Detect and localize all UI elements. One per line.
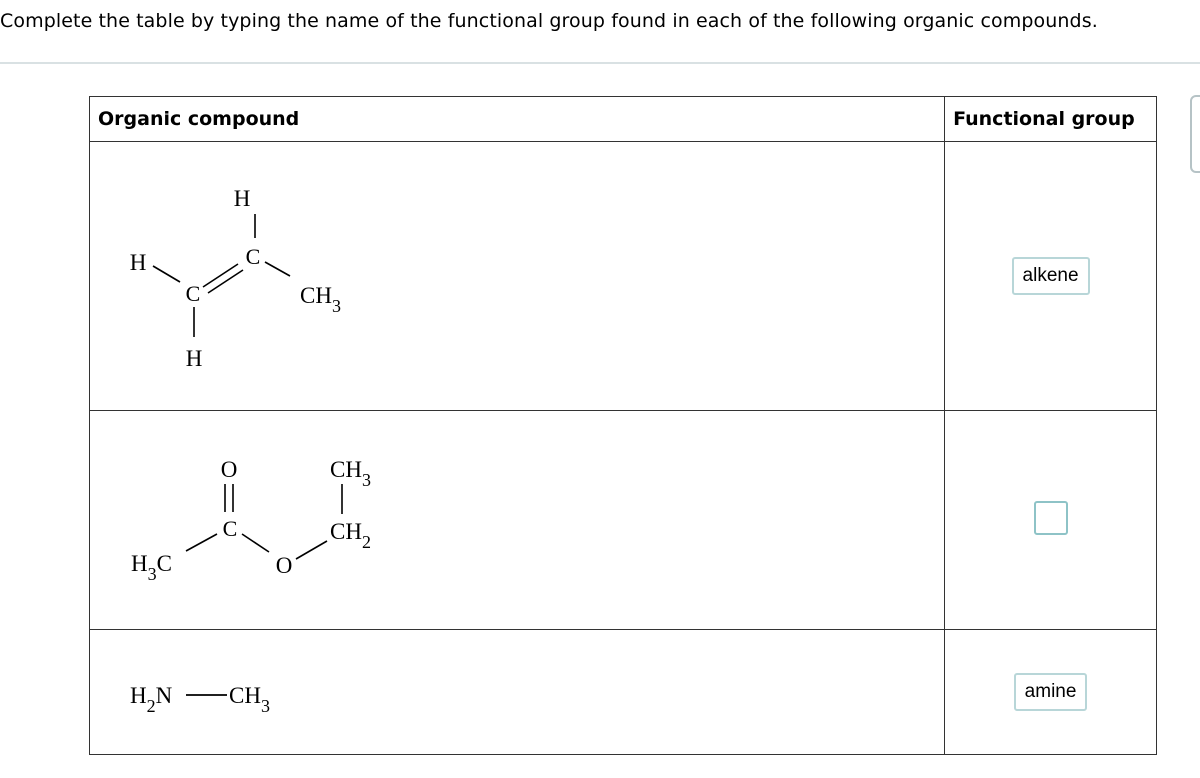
compound-structure-ester bbox=[90, 411, 945, 630]
table-row bbox=[90, 630, 1157, 755]
functional-group-answer-empty[interactable] bbox=[1034, 501, 1068, 535]
compound-structure-amine bbox=[90, 630, 945, 755]
atom-c2: C bbox=[245, 244, 261, 269]
functional-group-cell bbox=[945, 630, 1157, 755]
instructions-text: Complete the table by typing the name of the functional group found in each of the following organic compounds. bbox=[0, 10, 1098, 32]
functional-group-cell bbox=[945, 142, 1157, 411]
ester-structure bbox=[90, 411, 945, 629]
functional-group-answer[interactable]: amine bbox=[1014, 673, 1088, 711]
group-h2n: $H_2N$ bbox=[130, 683, 173, 716]
group-ch3: $CH_3$ bbox=[229, 683, 270, 716]
divider bbox=[0, 62, 1200, 64]
group-ch3: $CH_3$ bbox=[300, 283, 341, 316]
functional-group-answer[interactable]: alkene bbox=[1012, 257, 1090, 295]
bond-line bbox=[186, 534, 217, 551]
atom-h-top: H bbox=[233, 186, 251, 211]
group-h3c: $H_3C$ bbox=[131, 551, 172, 584]
atom-o-carbonyl: O bbox=[220, 457, 238, 482]
side-panel-tab[interactable] bbox=[1190, 95, 1200, 173]
group-ch2: $CH_2$ bbox=[330, 519, 371, 552]
atom-o-ester: O bbox=[275, 553, 293, 578]
atom-c-carbonyl: C bbox=[222, 516, 238, 541]
table-row bbox=[90, 411, 1157, 630]
compounds-table bbox=[89, 96, 1157, 755]
double-bond-line bbox=[208, 270, 243, 293]
double-bond-line bbox=[203, 264, 238, 287]
header-functional-group: Functional group bbox=[945, 97, 1157, 142]
bond-line bbox=[242, 534, 269, 552]
atom-c1: C bbox=[185, 281, 201, 306]
atom-h-left: H bbox=[129, 250, 147, 275]
group-ch3: $CH_3$ bbox=[330, 457, 371, 490]
bond-line bbox=[296, 541, 327, 559]
table-row bbox=[90, 142, 1157, 411]
header-organic-compound: Organic compound bbox=[90, 97, 945, 142]
compound-structure-propene bbox=[90, 142, 945, 411]
bond-line bbox=[265, 262, 290, 276]
propene-structure bbox=[90, 142, 945, 410]
bond-line bbox=[153, 266, 180, 282]
atom-h-bottom: H bbox=[185, 346, 203, 371]
functional-group-cell bbox=[945, 411, 1157, 630]
amine-structure bbox=[90, 630, 945, 754]
